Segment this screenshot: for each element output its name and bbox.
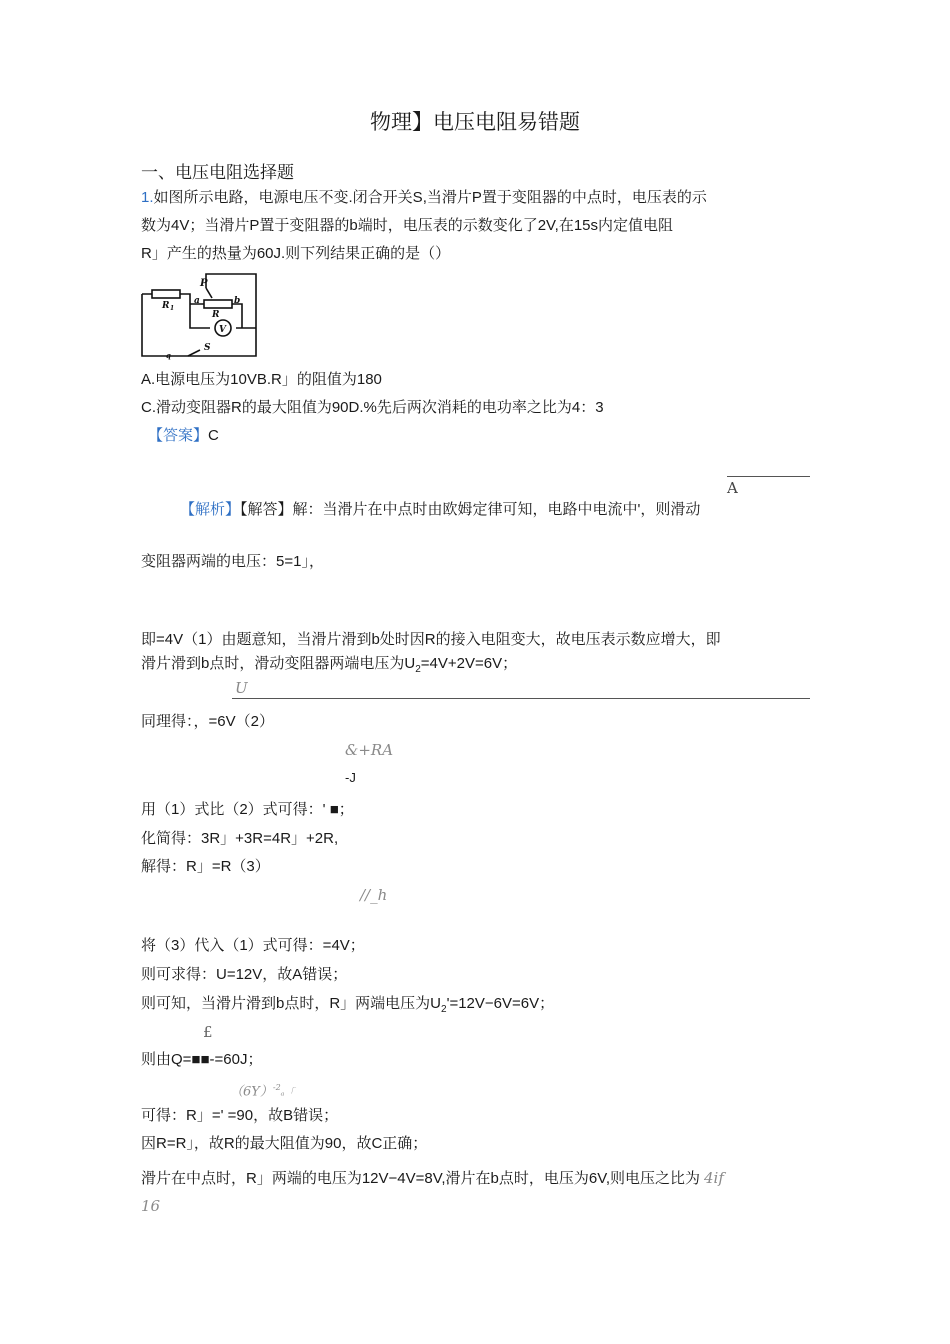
line-ji-2	[141, 654, 517, 680]
fraction-bar-a	[727, 476, 810, 477]
label-p: P	[200, 278, 208, 289]
fraction-bar-u	[232, 698, 810, 699]
label-s: S	[204, 343, 211, 353]
line-yin: 因R=R」，故R的最大阻值为90，故C正确；	[141, 1135, 428, 1152]
answer-value: C	[208, 427, 219, 444]
line-zhi-a: 则可知，当滑片滑到b点时，R」两端电压为U	[141, 995, 442, 1012]
resistor-r1-shape	[152, 290, 180, 298]
label-r: R	[212, 310, 220, 320]
fraction-a: A	[727, 479, 738, 497]
label-r1-sub: 1	[170, 305, 175, 312]
page-title: 物理】电压电阻易错题	[370, 110, 580, 134]
line-16: 16	[141, 1197, 161, 1215]
answer-tag: 【答案】	[148, 427, 209, 444]
line-zeyou: 则由Q=■■-=60J；	[141, 1051, 263, 1068]
line-yong: 用（1）式比（2）式可得：' ■；	[141, 801, 354, 818]
circuit-wire-outer	[142, 274, 256, 356]
rheostat-shape	[204, 300, 232, 308]
fraction-6v-tail: ₐ「	[280, 1087, 295, 1099]
jiexi-tag: 【解析】	[180, 501, 241, 518]
fraction-h: //_h	[360, 886, 388, 904]
fraction-j: -J	[345, 770, 356, 785]
line-kede: 可得：R」=' =90，故B错误；	[141, 1107, 339, 1124]
label-b: b	[234, 296, 241, 306]
fraction-6v-sup: -2	[272, 1083, 281, 1092]
fraction-u: U	[235, 679, 248, 697]
label-a: a	[194, 296, 200, 306]
question-line-2: 数为4V；当滑片P置于变阻器的b端时，电压表的示数变化了2V,在15s内定值电阻	[141, 217, 674, 234]
line-hua: 化简得：3R」+3R=4R」+2R,	[141, 830, 339, 847]
line-bianzu: 变阻器两端的电压：5=1」，	[141, 553, 324, 570]
fraction-pound: £	[203, 1023, 213, 1041]
line-ji-2-sub: 2	[415, 664, 421, 675]
fraction-r: &+RA	[345, 741, 394, 759]
line-jie: 解得：R」=R（3）	[141, 858, 270, 875]
line-zhi-b: '=12V−6V=6V；	[446, 995, 555, 1012]
line-zhi-sub: 2	[441, 1004, 447, 1015]
line-ji-2-a: 滑片滑到b点时，滑动变阻器两端电压为U	[141, 655, 416, 672]
line-ji-2-b: =4V+2V=6V；	[420, 655, 518, 672]
options-cd: C.滑动变阻器R的最大阻值为90D.%先后两次消耗的电功率之比为4：3	[141, 399, 604, 416]
label-r1: R	[162, 301, 170, 311]
line-zhi	[141, 994, 554, 1020]
jiexi-line	[180, 500, 700, 520]
section-heading: 一、电压电阻选择题	[141, 163, 294, 182]
jiexi-text: 【解答】解：当滑片在中点时由欧姆定律可知，电路中电流中'，则滑动	[240, 501, 701, 518]
answer-line	[148, 426, 219, 446]
question-line-3: R」产生的热量为60J.则下列结果正确的是（）	[141, 245, 451, 262]
line-zeke: 则可求得：U=12V，故A错误；	[141, 966, 348, 983]
line-jiang: 将（3）代入（1）式可得：=4V；	[141, 937, 365, 954]
line-huapian-text: 滑片在中点时，R」两端的电压为12V−4V=8V,滑片在b点时，电压为6V,则电压之比为	[141, 1170, 701, 1187]
label-v: V	[219, 325, 226, 335]
slider-arrow	[206, 288, 212, 298]
fraction-6v	[230, 1078, 294, 1103]
line-tongli: 同理得：，=6V（2）	[141, 713, 274, 730]
options-ab: A.电源电压为10VB.R」的阻值为180	[141, 371, 382, 388]
line-huapian	[141, 1168, 724, 1189]
label-switch-pin: q	[166, 351, 171, 360]
circuit-diagram	[138, 270, 260, 360]
line-huapian-tail: 4if	[704, 1169, 724, 1187]
fraction-6v-main: （6Y）	[230, 1084, 273, 1100]
switch-blade	[188, 350, 200, 356]
question-line-1	[141, 188, 707, 208]
line-ji-1: 即=4V（1）由题意知，当滑片滑到b处时因R的接入电阻变大，故电压表示数应增大，即	[141, 631, 721, 648]
question-text-1: 如图所示电路，电源电压不变.闭合开关S,当滑片P置于变阻器的中点时，电压表的示	[153, 189, 707, 206]
question-number: 1.	[141, 189, 154, 206]
